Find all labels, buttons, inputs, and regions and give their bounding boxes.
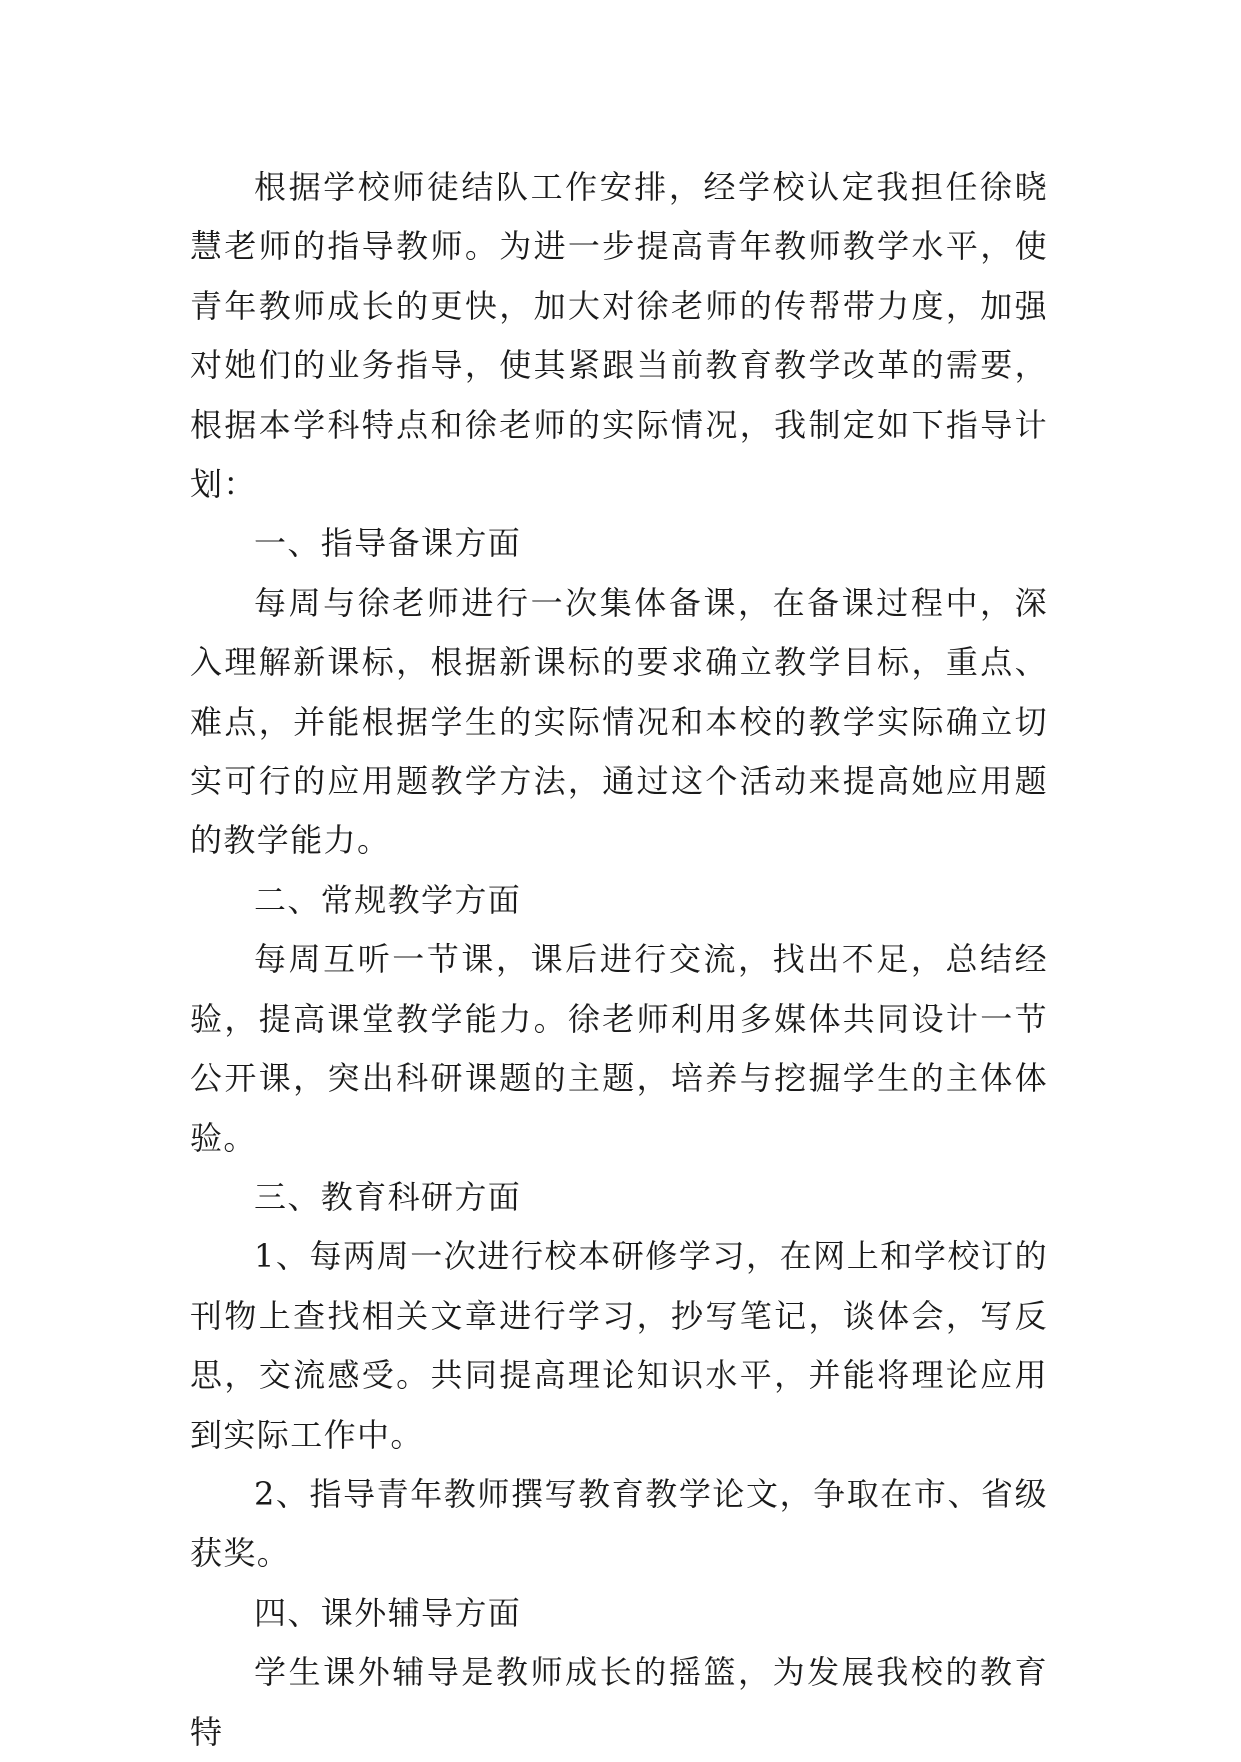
research-paragraph-1: 1、每两周一次进行校本研修学习，在网上和学校订的刊物上查找相关文章进行学习，抄写笔记，谈体会，写反思，交流感受。共同提高理论知识水平，并能将理论应用到实际工作中。 [190, 1237, 1048, 1454]
extracurricular-paragraph: 学生课外辅导是教师成长的摇篮，为发展我校的教育特 [190, 1653, 1048, 1751]
intro-paragraph: 根据学校师徒结队工作安排，经学校认定我担任徐晓慧老师的指导教师。为进一步提高青年教师教学水平，使青年教师成长的更快，加大对徐老师的传帮带力度，加强对她们的业务指导，使其紧跟当前教育教学改革的需要，根据本学科特点和徐老师的实际情况，我制定如下指导计划： [190, 168, 1048, 504]
section-heading-routine-teaching: 二、常规教学方面 [254, 880, 522, 919]
research-paragraph-2: 2、指导青年教师撰写教育教学论文，争取在市、省级获奖。 [190, 1474, 1048, 1573]
section-heading-research: 三、教育科研方面 [254, 1177, 522, 1216]
section-heading-extracurricular: 四、课外辅导方面 [254, 1593, 522, 1632]
document-body [190, 158, 1048, 1762]
section-heading-lesson-prep: 一、指导备课方面 [254, 524, 522, 563]
routine-teaching-paragraph: 每周互听一节课，课后进行交流，找出不足，总结经验，提高课堂教学能力。徐老师利用多媒体共同设计一节公开课，突出科研课题的主题，培养与挖掘学生的主体体验。 [190, 940, 1048, 1157]
lesson-prep-paragraph: 每周与徐老师进行一次集体备课，在备课过程中，深入理解新课标，根据新课标的要求确立教学目标，重点、难点，并能根据学生的实际情况和本校的教学实际确立切实可行的应用题教学方法，通过这个活动来提高她应用题的教学能力。 [190, 583, 1048, 860]
